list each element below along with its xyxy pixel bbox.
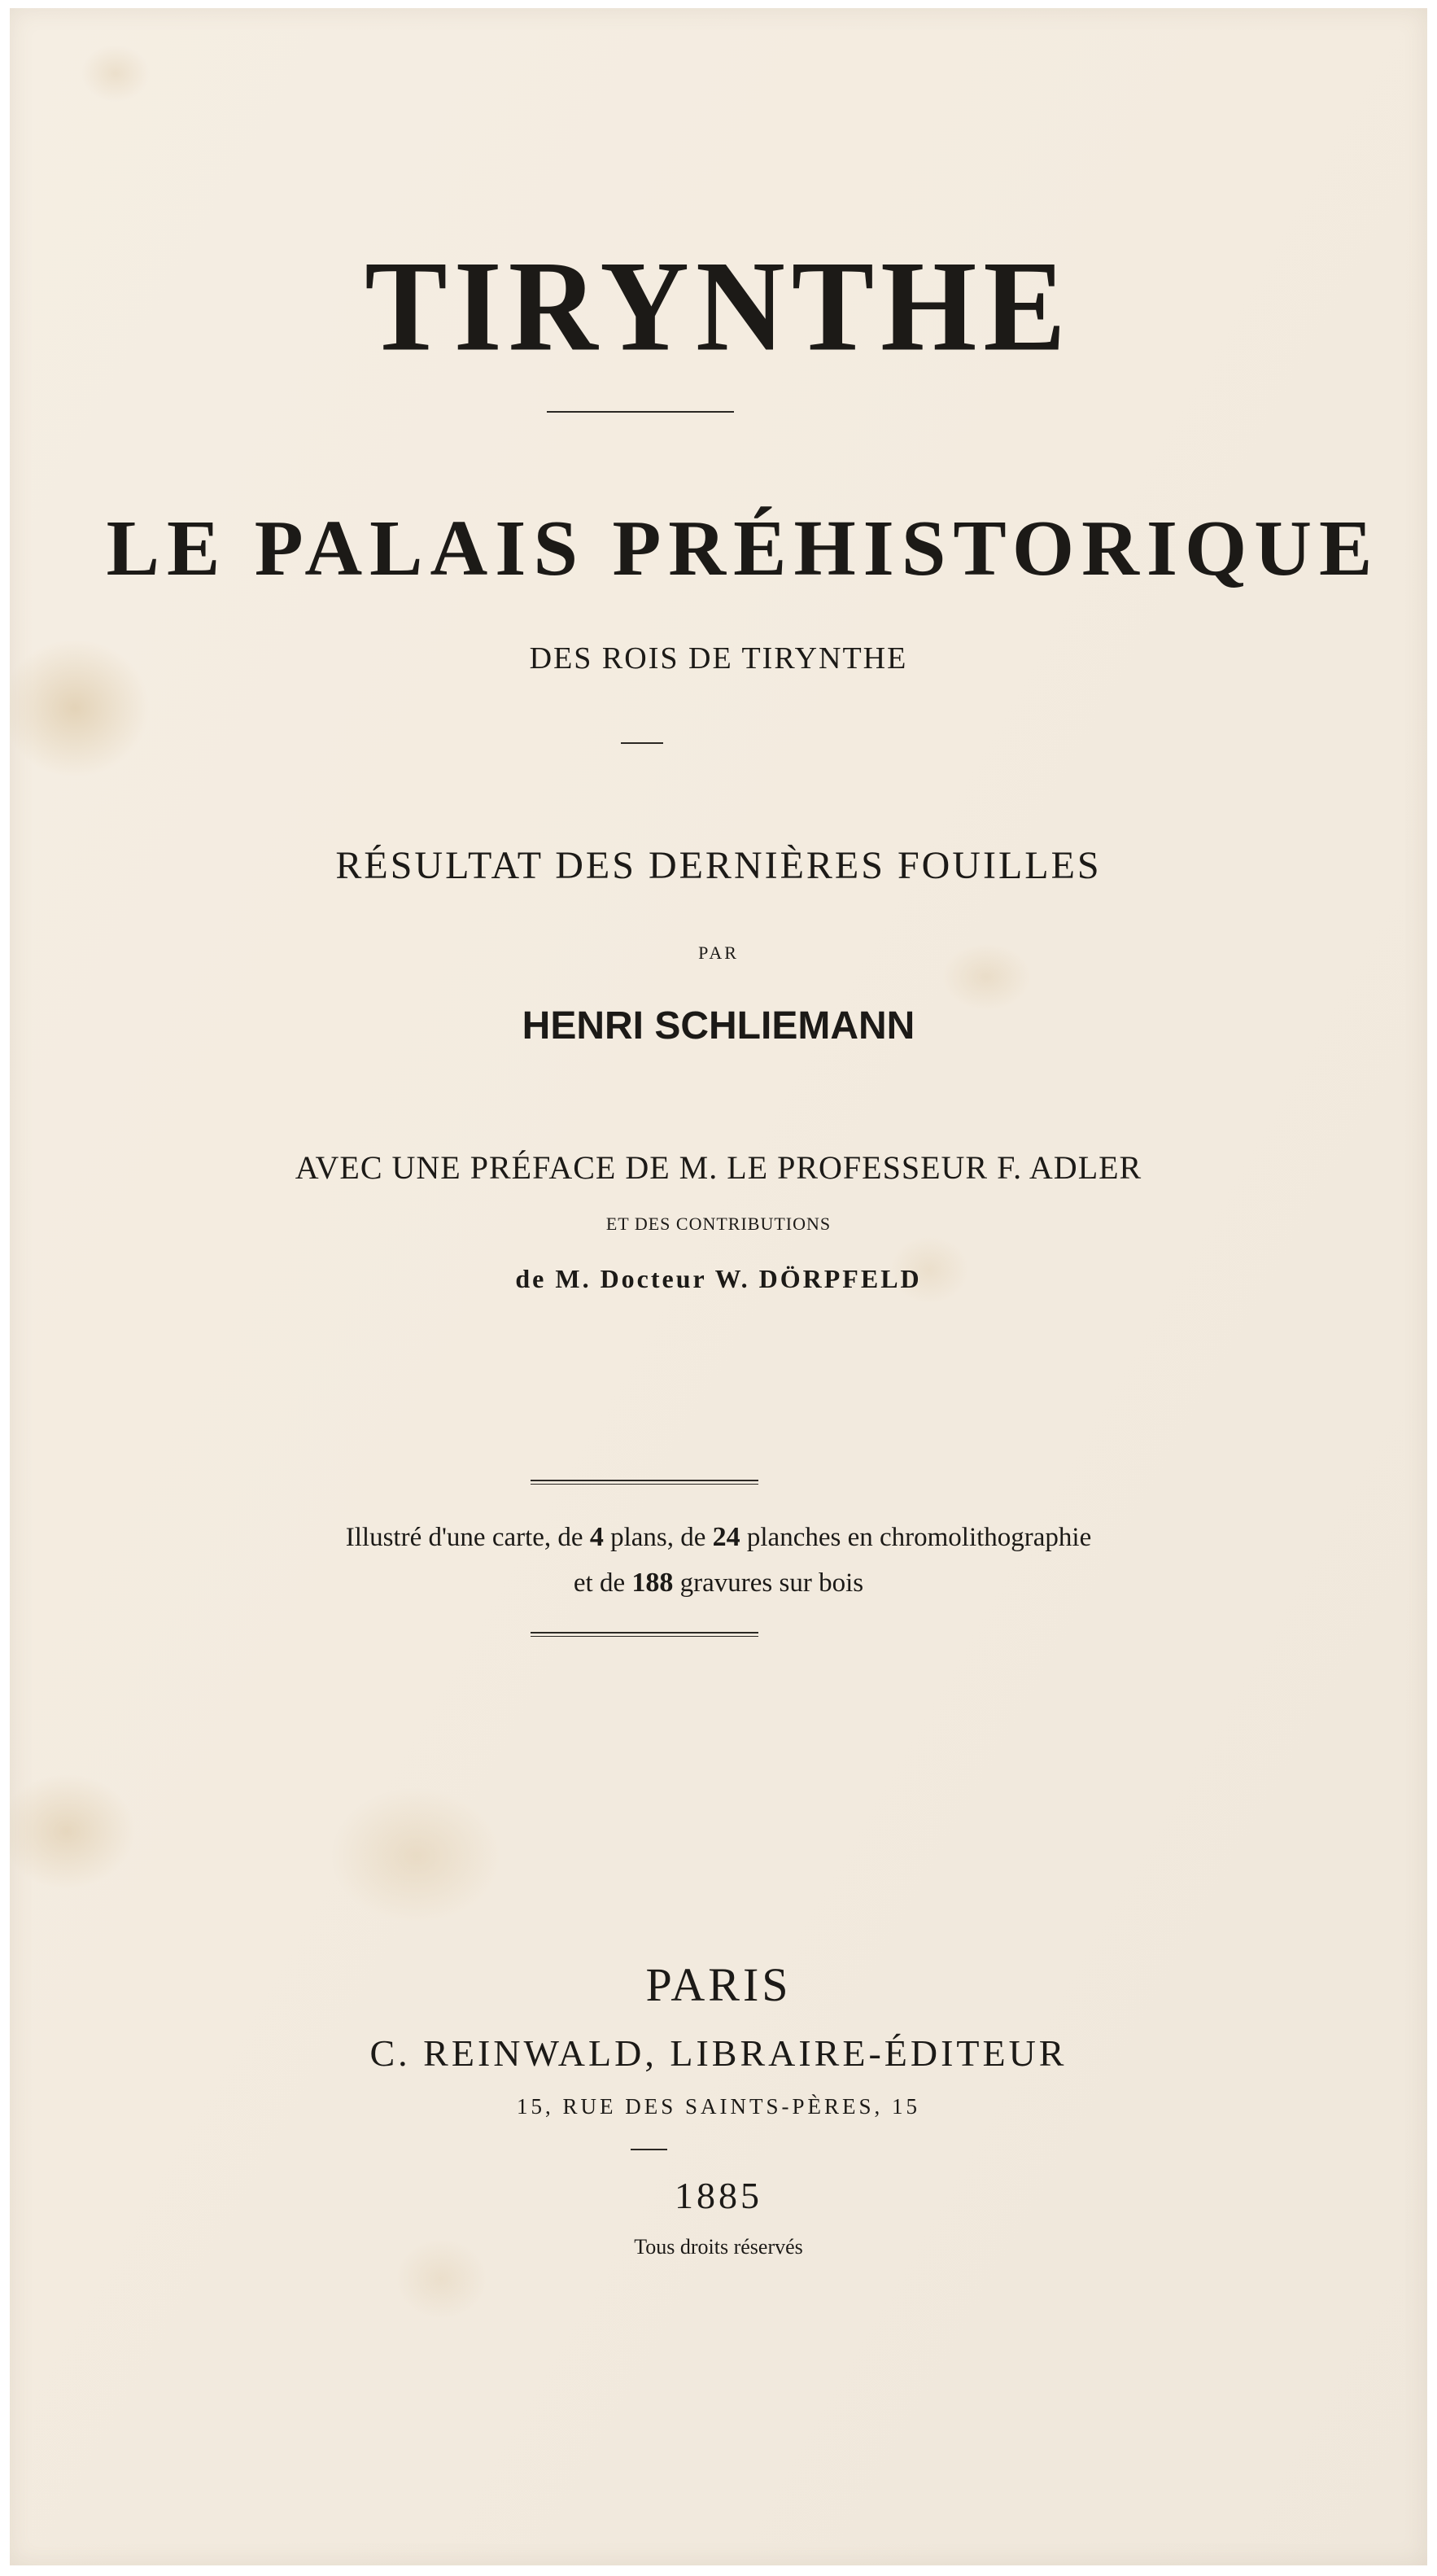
- illustrations-count: 188: [631, 1568, 674, 1598]
- illustrations-line-2: [0, 1569, 1437, 1597]
- contributor-line: de M. Docteur W. DÖRPFELD: [515, 1264, 922, 1293]
- illustrations-line-1: [0, 1524, 1437, 1551]
- illustrations-bottom-divider: [531, 1632, 758, 1637]
- illustrations-count: 24: [712, 1522, 740, 1552]
- result-line: RÉSULTAT DES DERNIÈRES FOUILLES: [335, 844, 1102, 887]
- book-subtitle-line2: DES ROIS DE TIRYNTHE: [529, 641, 908, 676]
- imprint-city: PARIS: [645, 1958, 792, 2011]
- illustrations-text: et de: [573, 1568, 632, 1598]
- illustrations-text: Illustré d'une carte, de: [345, 1523, 590, 1552]
- subtitle-divider: [621, 742, 663, 744]
- par-label: PAR: [698, 942, 739, 963]
- illustrations-text: plans, de: [603, 1523, 713, 1552]
- rights-notice: Tous droits réservés: [634, 2235, 803, 2259]
- imprint-year: 1885: [675, 2175, 762, 2216]
- illustrations-text: gravures sur bois: [673, 1568, 864, 1598]
- preface-line: AVEC UNE PRÉFACE DE M. LE PROFESSEUR F. ADLER: [295, 1149, 1142, 1186]
- illustrations-top-divider: [531, 1480, 758, 1485]
- illustrations-text: planches en chromolithographie: [740, 1523, 1092, 1552]
- imprint-address: 15, RUE DES SAINTS-PÈRES, 15: [516, 2094, 921, 2119]
- illustrations-count: 4: [589, 1522, 604, 1552]
- imprint-publisher: C. REINWALD, LIBRAIRE-ÉDITEUR: [369, 2032, 1068, 2074]
- title-divider: [547, 411, 734, 413]
- book-title: TIRYNTHE: [365, 234, 1072, 378]
- contributions-line: ET DES CONTRIBUTIONS: [605, 1214, 832, 1234]
- author-name: HENRI SCHLIEMANN: [522, 1004, 915, 1047]
- imprint-divider: [631, 2149, 667, 2150]
- book-subtitle: LE PALAIS PRÉHISTORIQUE: [106, 505, 1380, 593]
